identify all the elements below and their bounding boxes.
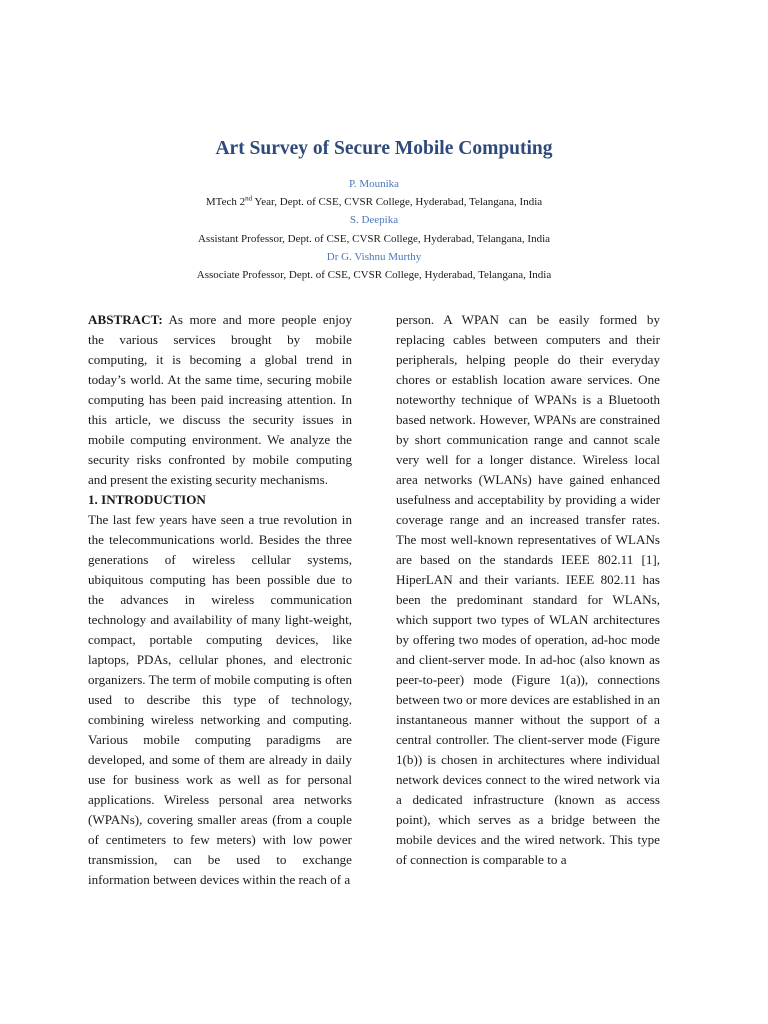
section-heading-introduction: 1. INTRODUCTION bbox=[88, 492, 206, 507]
left-column bbox=[88, 310, 352, 890]
affiliation-text: MTech 2 bbox=[205, 196, 246, 209]
author-affiliation: Assistant Professor, Dept. of CSE, CVSR College, Hyderabad, Telangana, India bbox=[197, 232, 551, 245]
author-affiliation: Associate Professor, Dept. of CSE, CVSR College, Hyderabad, Telangana, India bbox=[196, 269, 552, 282]
affiliation-text: Year, Dept. of CSE, CVSR College, Hyderabad, Telangana, India bbox=[252, 196, 543, 209]
author-affiliation bbox=[0, 193, 748, 211]
abstract-text: As more and more people enjoy the various services brought by mobile computing, it is becoming a global trend in today’s world. At the same time, securing mobile computing has been paid increasing attention. In this article, we discuss the security issues in mobile computing environment. We analyze the security risks confronted by mobile computing and present the existing security mechanisms. bbox=[88, 312, 352, 487]
author-name: S. Deepika bbox=[349, 214, 399, 227]
author-block bbox=[0, 175, 748, 284]
right-column bbox=[396, 310, 660, 870]
abstract-paragraph bbox=[88, 310, 352, 490]
introduction-paragraph: The last few years have seen a true revolution in the telecommunications world. Besides the three generations of wireless cellular systems, ubiquitous computing has been possible due to the advances in wireless communication technology and availability of many light-weight, compact, portable computing devices, like laptops, PDAs, cellular phones, and electronic organizers. The term of mobile computing is often used to describe this type of technology, combining wireless networking and computing. Various mobile computing paradigms are developed, and some of them are already in daily use for business work as well as for personal applications. Wireless personal area networks (WPANs), covering smaller areas (from a couple of centimeters to few meters) with low power transmission, can be used to exchange information between devices within the reach of a bbox=[88, 512, 352, 887]
abstract-label: ABSTRACT: bbox=[88, 312, 163, 327]
author-name: Dr G. Vishnu Murthy bbox=[326, 250, 422, 263]
introduction-paragraph-continued: person. A WPAN can be easily formed by replacing cables between computers and their peripherals, helping people do their everyday chores or establish location aware services. One noteworthy technique of WPANs is a Bluetooth based network. However, WPANs are constrained by short communication range and cannot scale very well for a longer distance. Wireless local area networks (WLANs) have gained enhanced usefulness and acceptability by providing a wider coverage range and an increased transfer rates. The most well-known representatives of WLANs are based on the standards IEEE 802.11 [1], HiperLAN and their variants. IEEE 802.11 has been the predominant standard for WLANs, which support two types of WLAN architectures by offering two modes of operation, ad-hoc mode and client-server mode. In ad-hoc (also known as peer-to-peer) mode (Figure 1(a)), connections between two or more devices are established in an instantaneous manner without the support of a central controller. The client-server mode (Figure 1(b)) is chosen in architectures where individual network devices connect to the wired network via a dedicated infrastructure (known as access point), which serves as a bridge between the mobile devices and the wired network. This type of connection is comparable to a bbox=[396, 312, 660, 867]
ordinal-suffix: nd bbox=[245, 194, 253, 203]
author-name: P. Mounika bbox=[348, 178, 400, 190]
paper-title: Art Survey of Secure Mobile Computing bbox=[215, 138, 553, 159]
